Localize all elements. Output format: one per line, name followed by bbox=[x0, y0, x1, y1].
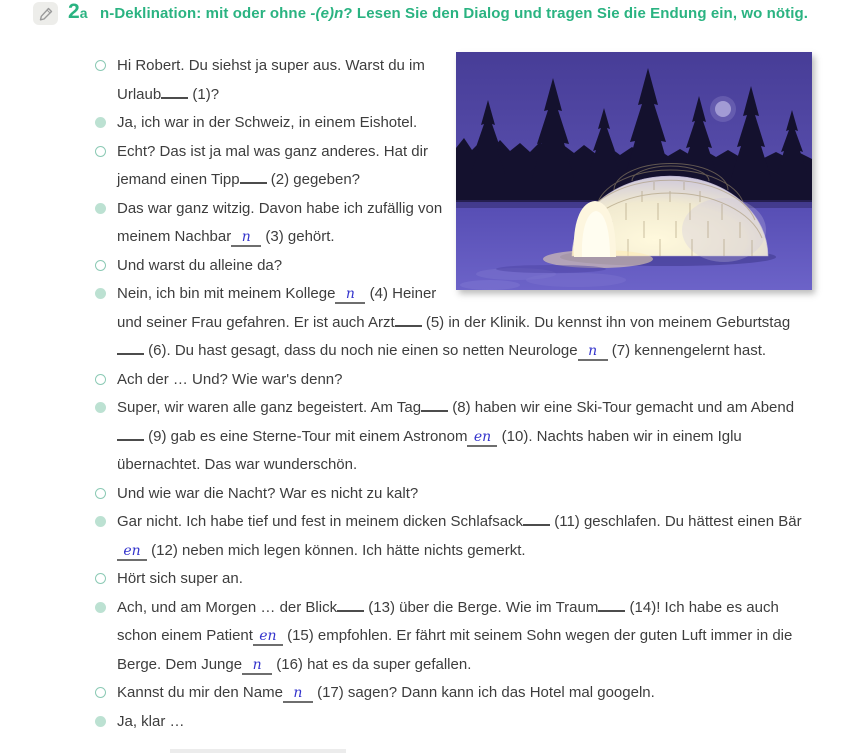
answer-text: n bbox=[588, 343, 598, 359]
next-section-edge bbox=[170, 749, 346, 753]
instruction-text-suffix: ? Lesen Sie den Dialog und tragen Sie die Endung ein, wo nötig. bbox=[343, 5, 809, 22]
turn-text: Nein, ich bin mit meinem Kollege n (4) Heiner und seiner Frau gefahren. Er ist auch Arzt (5) in der Klinik. Du kennst ihn von meinem Geburtstag (6). Du hast gesagt, dass du noch nie einen so netten Neurologe n (7) kennengelernt hast. bbox=[117, 285, 791, 359]
dialog-turn bbox=[95, 109, 812, 138]
turn-text: Kannst du mir den Name n (17) sagen? Dann kann ich das Hotel mal googeln. bbox=[117, 684, 655, 701]
speaker-a-bullet bbox=[95, 260, 106, 271]
answer-text: en bbox=[123, 542, 141, 559]
turn-text: Und wie war die Nacht? War es nicht zu kalt? bbox=[117, 484, 419, 502]
turn-text: Ach der … Und? Wie war's denn? bbox=[117, 370, 343, 388]
blank-17[interactable] bbox=[283, 685, 313, 703]
answer-text: n bbox=[293, 685, 303, 701]
pencil-icon-glyph bbox=[38, 6, 54, 22]
dialog-turn bbox=[95, 366, 812, 395]
blank-15[interactable] bbox=[253, 628, 283, 646]
speaker-a-bullet bbox=[95, 146, 106, 157]
answer-text: n bbox=[252, 656, 262, 673]
turn-text: Das war ganz witzig. Davon habe ich zufällig von meinem Nachbar n (3) gehört. bbox=[117, 199, 443, 245]
turn-text: Ja, ich war in der Schweiz, in einem Eishotel. bbox=[117, 114, 418, 131]
blank-5[interactable] bbox=[395, 325, 422, 327]
speaker-a-bullet bbox=[95, 60, 106, 71]
dialog bbox=[95, 52, 812, 736]
blank-13[interactable] bbox=[337, 610, 364, 612]
dialog-turn bbox=[95, 195, 812, 252]
blank-10[interactable] bbox=[467, 429, 497, 447]
answer-text: n bbox=[345, 286, 355, 302]
blank-16[interactable] bbox=[242, 657, 272, 675]
pencil-icon bbox=[33, 2, 58, 25]
exercise-instruction bbox=[100, 5, 808, 22]
speaker-b-bullet bbox=[95, 602, 106, 613]
blank-2[interactable] bbox=[240, 182, 267, 184]
speaker-b-bullet bbox=[95, 203, 106, 214]
dialog-turn bbox=[95, 52, 812, 109]
turn-text: Ach, und am Morgen … der Blick (13) über die Berge. Wie im Traum (14)! Ich habe es auch schon einem Patient en (15) empfohlen. Er fährt mit seinem Sohn wegen der guten Luft immer in die Berge. Dem Junge n (16) hat es da super gefallen. bbox=[117, 598, 793, 673]
dialog-turn bbox=[95, 508, 812, 565]
blank-8[interactable] bbox=[421, 410, 448, 412]
turn-text: Ja, klar … bbox=[117, 712, 185, 730]
speaker-b-bullet bbox=[95, 117, 106, 128]
blank-3[interactable] bbox=[231, 229, 261, 247]
turn-text: Hört sich super an. bbox=[117, 570, 243, 587]
blank-6[interactable] bbox=[117, 353, 144, 355]
blank-11[interactable] bbox=[523, 524, 550, 526]
turn-text: Gar nicht. Ich habe tief und fest in meinem dicken Schlafsack (11) geschlafen. Du hättest einen Bären (12) neben mich legen können. Ich hätte nichts gemerkt. bbox=[117, 513, 802, 559]
speaker-b-bullet bbox=[95, 716, 106, 727]
blank-14[interactable] bbox=[598, 610, 625, 612]
dialog-turn bbox=[95, 565, 812, 594]
answer-text: n bbox=[241, 229, 251, 245]
instruction-text: n-Deklination: mit oder ohne bbox=[100, 5, 311, 22]
speaker-a-bullet bbox=[95, 687, 106, 698]
dialog-turns bbox=[95, 52, 812, 736]
turn-text: Und warst du alleine da? bbox=[117, 256, 283, 274]
answer-text: en bbox=[259, 628, 277, 644]
dialog-turn bbox=[95, 394, 812, 480]
speaker-a-bullet bbox=[95, 488, 106, 499]
turn-text: Super, wir waren alle ganz begeistert. Am Tag (8) haben wir eine Ski-Tour gemacht und am Abend (9) gab es eine Sterne-Tour mit einem Astronom en (10). Nachts haben wir in einem Iglu übernachtet. Das war wunderschön. bbox=[117, 399, 795, 473]
exercise-number-digit: 2 bbox=[68, 0, 80, 23]
dialog-turn bbox=[95, 138, 812, 195]
dialog-turn bbox=[95, 679, 812, 708]
blank-7[interactable] bbox=[578, 343, 608, 361]
blank-1[interactable] bbox=[161, 97, 188, 99]
speaker-a-bullet bbox=[95, 573, 106, 584]
blank-4[interactable] bbox=[335, 286, 365, 304]
speaker-a-bullet bbox=[95, 374, 106, 385]
dialog-turn bbox=[95, 280, 812, 366]
turn-text: Echt? Das ist ja mal was ganz anderes. Hat dir jemand einen Tipp (2) gegeben? bbox=[117, 142, 428, 188]
blank-9[interactable] bbox=[117, 439, 144, 441]
dialog-turn bbox=[95, 480, 812, 509]
blank-12[interactable] bbox=[117, 543, 147, 561]
instruction-italic-text: -(e)n bbox=[310, 5, 344, 22]
turn-text: Hi Robert. Du siehst ja super aus. Warst du im Urlaub (1)? bbox=[117, 57, 425, 103]
speaker-b-bullet bbox=[95, 516, 106, 527]
exercise-number bbox=[68, 0, 87, 24]
dialog-turn bbox=[95, 594, 812, 680]
answer-text: en bbox=[473, 428, 492, 445]
speaker-b-bullet bbox=[95, 288, 106, 299]
dialog-turn bbox=[95, 708, 812, 737]
exercise-number-letter: a bbox=[79, 5, 88, 21]
exercise-header bbox=[0, 0, 857, 38]
speaker-b-bullet bbox=[95, 402, 106, 413]
dialog-turn bbox=[95, 252, 812, 281]
